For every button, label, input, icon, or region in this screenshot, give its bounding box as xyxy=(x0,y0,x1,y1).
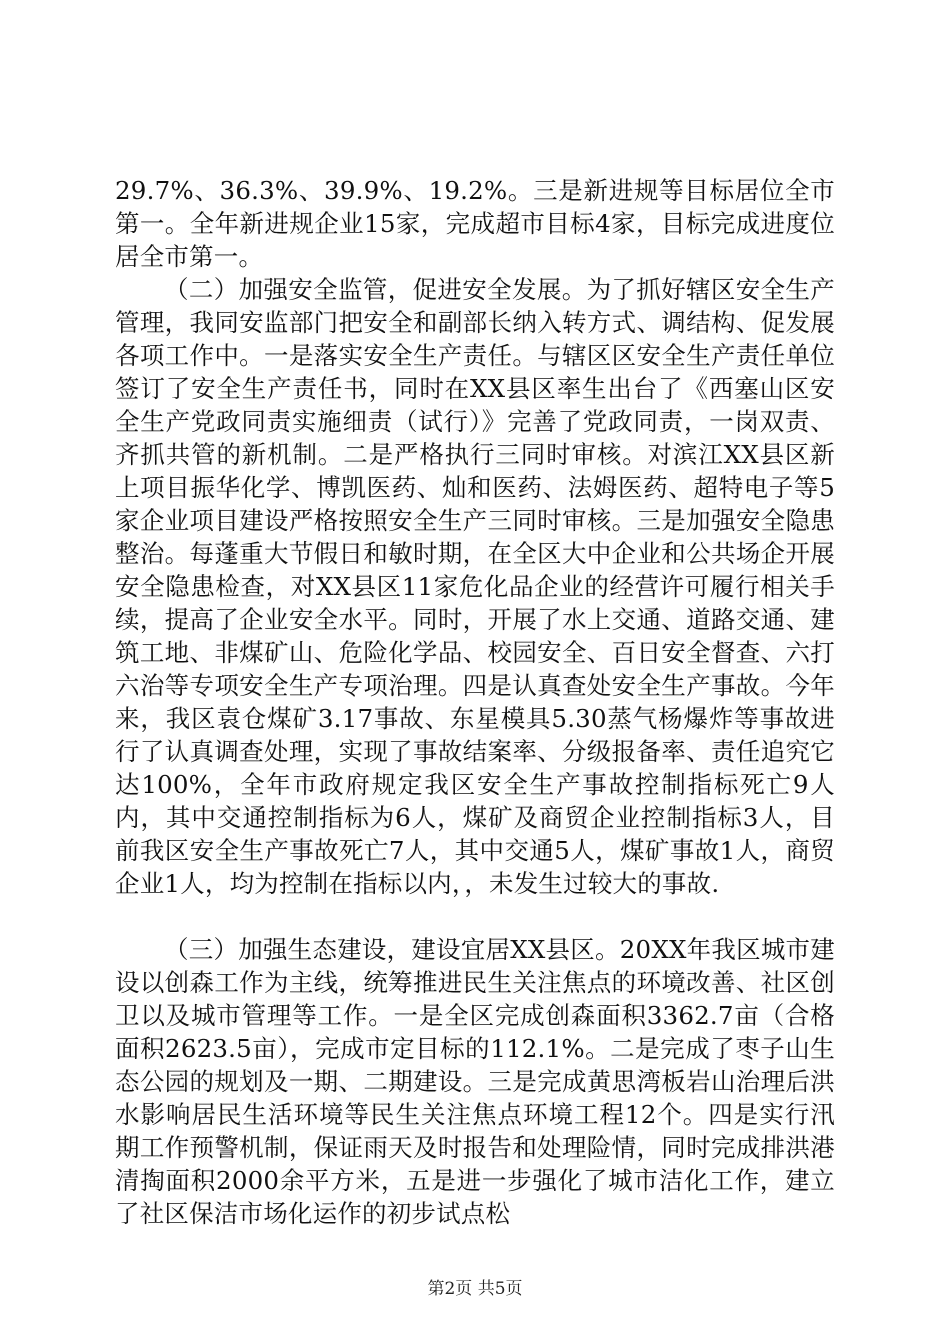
body-text xyxy=(115,174,835,1230)
paragraph-safety-supervision: （二）加强安全监管，促进安全发展。为了抓好辖区安全生产管理，我同安监部门把安全和副部长纳入转方式、调结构、促发展各项工作中。一是落实安全生产责任。与辖区区安全生产责任单位签订了安全生产责任书，同时在XX县区率生出台了《西塞山区安全生产党政同责实施细责（试行）》完善了党政同责，一岗双责、齐抓共管的新机制。二是严格执行三同时审核。对滨江XX县区新上项目振华化学、博凯医药、灿和医药、法姆医药、超特电子等5家企业项目建设严格按照安全生产三同时审核。三是加强安全隐患整治。每蓬重大节假日和敏时期，在全区大中企业和公共场企开展安全隐患检查，对XX县区11家危化品企业的经营许可履行相关手续，提高了企业安全水平。同时，开展了水上交通、道路交通、建筑工地、非煤矿山、危险化学品、校园安全、百日安全督查、六打六治等专项安全生产专项治理。四是认真查处安全生产事故。今年来，我区袁仓煤矿3.17事故、东星模具5.30蒸气杨爆炸等事故进行了认真调查处理，实现了事故结案率、分级报备率、责任追究它达100%，全年市政府规定我区安全生产事故控制指标死亡9人内，其中交通控制指标为6人，煤矿及商贸企业控制指标3人，目前我区安全生产事故死亡7人，其中交通5人，煤矿事故1人，商贸企业1人，均为控制在指标以内，，未发生过较大的事故. xyxy=(115,275,835,898)
paragraph-spacer xyxy=(115,900,835,933)
paragraph-ecological-construction: （三）加强生态建设，建设宜居XX县区。20XX年我区城市建设以创森工作为主线，统筹推进民生关注焦点的环境改善、社区创卫以及城市管理等工作。一是全区完成创森面积3362.7亩（合格面积2623.5亩），完成市定目标的112.1%。二是完成了枣子山生态公园的规划及一期、二期建设。三是完成黄思湾板岩山治理后洪水影响居民生活环境等民生关注焦点环境工程12个。四是实行汛期工作预警机制，保证雨天及时报告和处理险情，同时完成排洪港清掏面积2000余平方米，五是进一步强化了城市洁化工作，建立了社区保洁市场化运作的初步试点松 xyxy=(115,935,835,1228)
paragraph-continued: 29.7%、36.3%、39.9%、19.2%。三是新进规等目标居位全市第一。全年新进规企业15家，完成超市目标4家，目标完成进度位居全市第一。 xyxy=(115,176,835,271)
page-number-footer: 第2页 共5页 xyxy=(427,1279,523,1299)
